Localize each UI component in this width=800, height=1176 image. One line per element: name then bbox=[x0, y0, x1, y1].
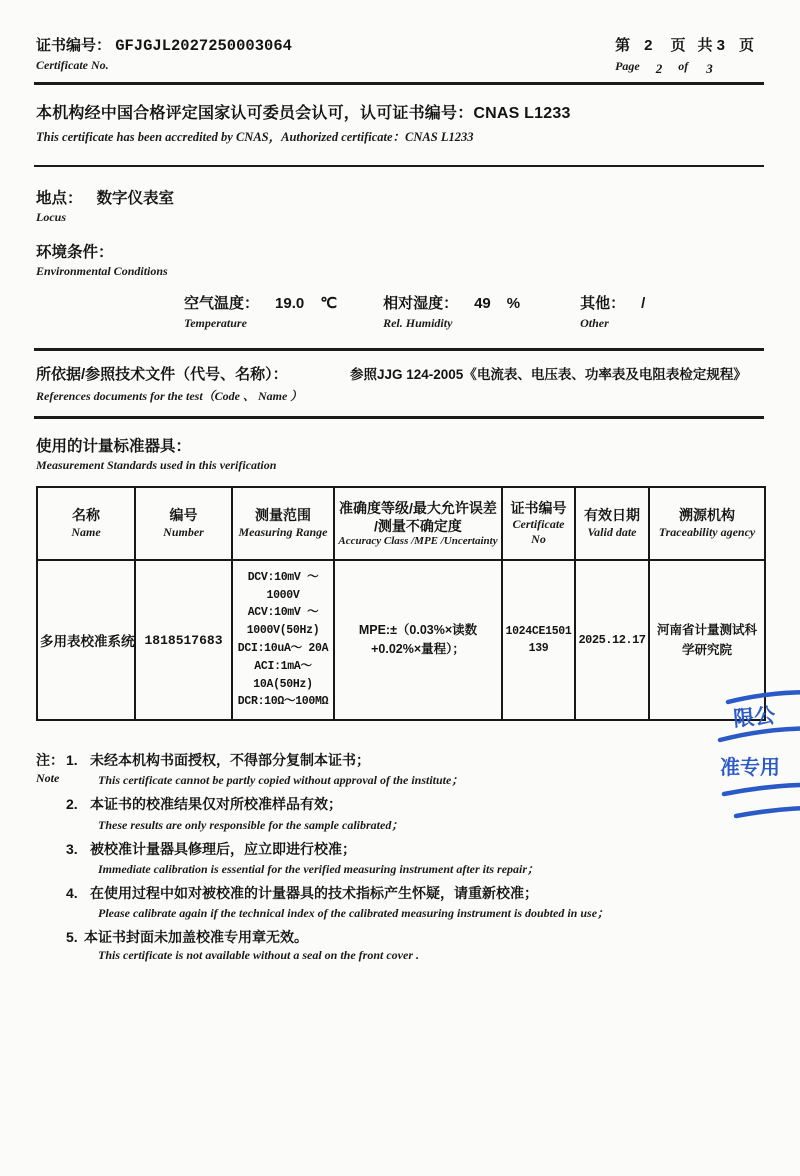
note-indent bbox=[36, 794, 66, 814]
cell-instrument-name: 多用表校准系统 bbox=[37, 560, 135, 720]
col-range-en: Measuring Range bbox=[238, 524, 328, 539]
cell-accuracy: MPE:±（0.03%×读数+0.02%×量程）； bbox=[334, 560, 502, 720]
reference-documents-value: 参照JJG 124-2005《电流表、电压表、功率表及电阻表检定规程》 bbox=[350, 367, 747, 382]
section-divider bbox=[34, 348, 764, 351]
col-number-zh: 编号 bbox=[169, 507, 198, 524]
col-certno-en: Certificate No bbox=[512, 517, 565, 547]
note-item bbox=[36, 883, 764, 921]
note-number: 4. bbox=[66, 884, 78, 901]
other-item bbox=[580, 292, 661, 331]
col-accuracy-zh: 准确度等级/最大允许误差 bbox=[339, 500, 497, 516]
col-agency-en: Traceability agency bbox=[658, 524, 756, 539]
cell-measuring-range bbox=[232, 560, 334, 720]
notes-label-en: Note bbox=[36, 771, 60, 786]
cell-certificate-no: 1024CE1501139 bbox=[502, 560, 575, 720]
environment-values-row bbox=[36, 292, 764, 331]
range-line: ACI:1mA～ bbox=[254, 659, 312, 673]
note-item bbox=[36, 750, 764, 788]
col-accuracy-en: Accuracy Class /MPE /Uncertainty bbox=[338, 535, 498, 547]
reference-documents-label bbox=[36, 363, 336, 404]
note-indent bbox=[36, 883, 66, 903]
temperature-value: 19.0 bbox=[275, 295, 305, 312]
note-text-en: Immediate calibration is essential for the verified measuring instrument after its repair； bbox=[98, 861, 540, 876]
note-text-en: This certificate is not available without a seal on the front cover . bbox=[98, 948, 419, 963]
location-label-en: Locus bbox=[36, 210, 66, 224]
page-en-current: 2 bbox=[655, 61, 663, 76]
standards-heading bbox=[36, 434, 764, 473]
accreditation-zh: 本机构经中国合格评定国家认可委员会认可，认可证书编号：CNAS L1233 bbox=[36, 105, 571, 122]
col-header-name bbox=[37, 487, 135, 560]
note-text-zh: 被校准计量器具修理后，应立即进行校准； bbox=[90, 840, 356, 857]
range-line: 1000V bbox=[266, 588, 300, 602]
table-row bbox=[37, 560, 765, 720]
accreditation-en: This certificate has been accredited by CNAS，Authorized certificate：CNAS L1233 bbox=[36, 130, 474, 144]
certificate-number-label-zh: 证书编号： bbox=[36, 37, 112, 54]
page-en-total: 3 bbox=[706, 61, 713, 76]
col-accuracy-zh2: /测量不确定度 bbox=[374, 517, 462, 534]
note-number: 2. bbox=[66, 796, 78, 813]
page-en-label: Page bbox=[615, 59, 640, 73]
col-header-agency bbox=[649, 487, 765, 560]
page-zh-di: 第 bbox=[615, 37, 631, 54]
cell-traceability-agency: 河南省计量测试科学研究院 bbox=[649, 560, 765, 720]
other-label-zh: 其他： bbox=[580, 295, 626, 312]
certificate-number-value: GFJGJL2027250003064 bbox=[115, 37, 292, 55]
note-text-zh: 未经本机构书面授权，不得部分复制本证书； bbox=[90, 752, 370, 768]
cell-instrument-number: 1818517683 bbox=[135, 560, 232, 720]
col-header-range bbox=[232, 487, 334, 560]
range-line: 10A(50Hz) bbox=[253, 677, 313, 691]
reference-documents-block bbox=[36, 363, 764, 404]
humidity-label-zh: 相对湿度： bbox=[383, 295, 459, 312]
section-divider bbox=[34, 82, 764, 85]
standards-table-header-row bbox=[37, 487, 765, 560]
note-text-zh: 在使用过程中如对被校准的计量器具的技术指标产生怀疑，请重新校准； bbox=[90, 884, 538, 901]
note-text-en: These results are only responsible for the sample calibrated； bbox=[98, 817, 404, 832]
note-item bbox=[36, 839, 764, 877]
range-line: ACV:10mV ～ bbox=[247, 606, 319, 620]
note-number: 1. bbox=[66, 752, 78, 768]
page-number-block bbox=[615, 34, 764, 75]
environment-heading-zh: 环境条件： bbox=[36, 244, 114, 261]
note-number: 5. bbox=[66, 929, 78, 946]
location-label-zh: 地点： bbox=[36, 190, 83, 207]
col-header-accuracy bbox=[334, 487, 502, 560]
standards-heading-zh: 使用的计量标准器具： bbox=[36, 438, 192, 455]
note-item bbox=[36, 794, 764, 832]
page-zh-ye2: 页 bbox=[738, 37, 754, 54]
col-name-en: Name bbox=[71, 524, 101, 539]
section-divider bbox=[34, 416, 764, 419]
note-text-zh: 本证书封面未加盖校准专用章无效。 bbox=[84, 929, 308, 946]
page-en-of: of bbox=[678, 59, 689, 73]
page-zh-ye: 页 bbox=[670, 37, 686, 54]
note-text-en: This certificate cannot be partly copied without approval of the institute； bbox=[98, 773, 464, 788]
cell-valid-date: 2025.12.17 bbox=[575, 560, 649, 720]
col-certno-zh: 证书编号 bbox=[510, 499, 567, 516]
location-value: 数字仪表室 bbox=[96, 190, 175, 207]
temperature-unit: ℃ bbox=[320, 295, 338, 312]
seal-text-fragment-2: 准专用 bbox=[720, 757, 780, 779]
note-indent bbox=[36, 839, 66, 859]
page-zh-total: 共 3 bbox=[697, 37, 725, 54]
col-validdate-zh: 有效日期 bbox=[584, 507, 640, 524]
note-item bbox=[36, 927, 764, 963]
location-block bbox=[36, 186, 764, 225]
note-number: 3. bbox=[66, 840, 78, 857]
temperature-label-zh: 空气温度： bbox=[184, 295, 260, 312]
col-name-zh: 名称 bbox=[72, 507, 100, 524]
seal-text-fragment-1: 限公 bbox=[732, 704, 777, 731]
page-zh-current: 2 bbox=[644, 37, 653, 54]
col-header-certno bbox=[502, 487, 575, 560]
col-number-en: Number bbox=[163, 524, 204, 539]
reference-documents-label-zh: 所依据/参照技术文件（代号、名称）： bbox=[36, 366, 288, 383]
note-indent bbox=[36, 927, 66, 947]
range-line: DCR:10Ω～100MΩ bbox=[237, 695, 329, 709]
col-header-number bbox=[135, 487, 232, 560]
reference-documents-label-en: References documents for the test（Code 、 Name ） bbox=[36, 389, 303, 403]
other-label-en: Other bbox=[580, 316, 609, 330]
range-line: DCI:10uA～ 20A bbox=[237, 642, 329, 655]
range-line: 1000V(50Hz) bbox=[246, 624, 320, 638]
standards-table bbox=[36, 486, 766, 721]
note-text-en: Please calibrate again if the technical index of the calibrated measuring instrument is doubted in use； bbox=[98, 906, 610, 921]
certificate-number-block bbox=[36, 34, 292, 73]
environment-heading-en: Environmental Conditions bbox=[36, 264, 168, 278]
range-line: DCV:10mV ～ bbox=[247, 570, 319, 584]
standards-heading-en: Measurement Standards used in this verification bbox=[36, 458, 277, 472]
col-header-validdate bbox=[575, 487, 649, 560]
humidity-value: 49 bbox=[474, 295, 491, 312]
certificate-number-label-en: Certificate No. bbox=[36, 58, 109, 72]
humidity-item bbox=[383, 292, 520, 331]
col-validdate-en: Valid date bbox=[587, 524, 637, 539]
section-divider bbox=[34, 165, 764, 167]
accreditation-block bbox=[36, 100, 764, 145]
humidity-unit: % bbox=[506, 295, 521, 312]
environment-heading bbox=[36, 240, 764, 279]
notes-section bbox=[36, 750, 764, 963]
col-agency-zh: 溯源机构 bbox=[679, 507, 735, 524]
other-value: / bbox=[641, 295, 646, 312]
temperature-item bbox=[184, 292, 337, 331]
note-text-zh: 本证书的校准结果仅对所校准样品有效； bbox=[90, 796, 342, 813]
humidity-label-en: Rel. Humidity bbox=[383, 316, 453, 330]
col-range-zh: 测量范围 bbox=[255, 507, 311, 524]
page-header bbox=[36, 34, 764, 75]
notes-label-zh: 注： bbox=[36, 752, 64, 768]
temperature-label-en: Temperature bbox=[184, 316, 247, 330]
